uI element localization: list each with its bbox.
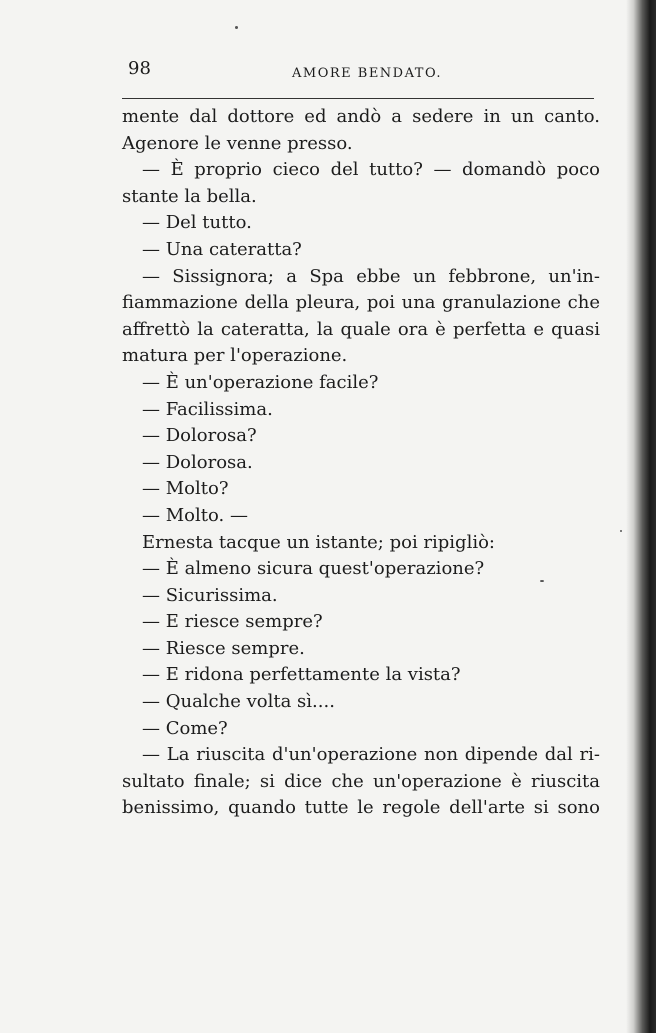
- text-line: mente dal dottore ed andò a sedere in un canto.: [122, 106, 600, 127]
- text-line: — Sicurissima.: [142, 584, 278, 606]
- page-edge-shadow: [626, 0, 656, 1033]
- page-number: 98: [128, 58, 151, 79]
- text-line: — Molto. —: [142, 504, 248, 526]
- text-line: — E ridona perfettamente la vista?: [142, 664, 461, 686]
- text-line: — Una cateratta?: [142, 238, 302, 260]
- text-line: Agenore le venne presso.: [122, 132, 353, 154]
- text-line: — Del tutto.: [142, 212, 252, 234]
- text-line: — Come?: [142, 717, 228, 739]
- running-title: AMORE BENDATO.: [292, 66, 442, 81]
- text-line: — Riesce sempre.: [142, 637, 305, 659]
- text-line: — Facilissima.: [142, 398, 273, 420]
- text-line: — È un'operazione facile?: [142, 371, 379, 393]
- text-line: affrettò la cateratta, la quale ora è perfetta e quasi: [122, 318, 600, 340]
- text-line: benissimo, quando tutte le regole dell'arte si sono: [122, 797, 600, 819]
- text-line: — Dolorosa?: [142, 425, 257, 447]
- text-line: — Qualche volta sì....: [142, 691, 335, 713]
- page-header: [124, 56, 594, 86]
- text-line: fiammazione della pleura, poi una granulazione che: [122, 292, 600, 314]
- speck: [235, 26, 238, 29]
- text-line: — Sissignora; a Spa ebbe un febbrone, un'in-: [142, 265, 600, 287]
- text-line: — Dolorosa.: [142, 451, 253, 473]
- body-text: [122, 104, 600, 822]
- text-line: sultato finale; si dice che un'operazione è riuscita: [122, 770, 600, 792]
- speck: [620, 530, 622, 532]
- text-line: — È almeno sicura quest'operazione?: [142, 558, 485, 580]
- text-line: — È proprio cieco del tutto? — domandò poco: [142, 159, 600, 181]
- text-line: stante la bella.: [122, 185, 257, 207]
- text-line: — E riesce sempre?: [142, 611, 323, 633]
- header-rule: [122, 98, 594, 99]
- text-line: — Molto?: [142, 478, 229, 500]
- text-line: Ernesta tacque un istante; poi ripigliò:: [142, 531, 495, 553]
- speck: [540, 580, 544, 582]
- text-line: — La riuscita d'un'operazione non dipende dal ri-: [142, 744, 600, 766]
- text-line: matura per l'operazione.: [122, 345, 348, 367]
